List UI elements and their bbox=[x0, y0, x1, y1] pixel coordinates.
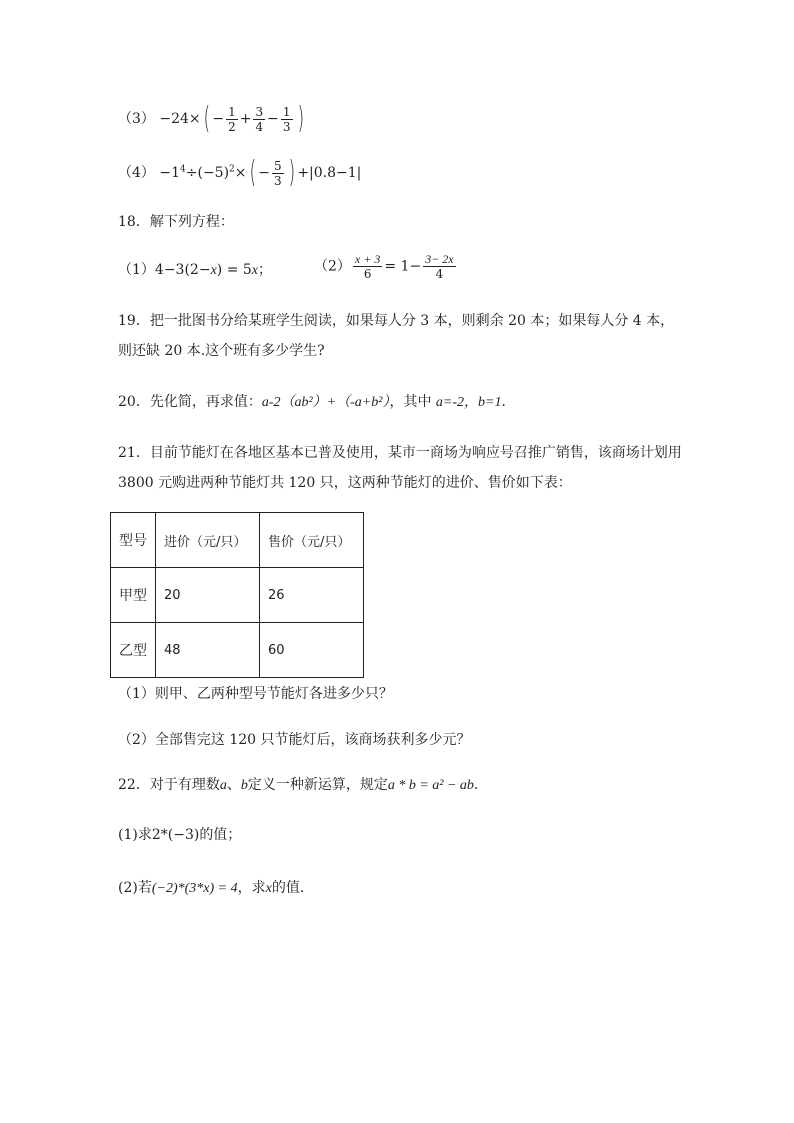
q17-part3-lead: −24× bbox=[159, 111, 201, 127]
q22-sub2-text-c: 的值． bbox=[271, 880, 314, 896]
table-cell: 甲型 bbox=[111, 568, 156, 623]
fraction-numerator: x + 3 bbox=[354, 252, 381, 266]
fraction-numerator: 1 bbox=[282, 104, 291, 119]
q20 bbox=[118, 392, 515, 413]
fraction-denominator: 4 bbox=[255, 119, 264, 134]
q22-text-b: 定义一种新运算，规定 bbox=[247, 777, 388, 793]
q21-sub2: （2）全部售完这 120 只节能灯后，该商场获利多少元？ bbox=[118, 732, 471, 748]
fraction-denominator: 3 bbox=[273, 173, 282, 188]
minus-sign: − bbox=[258, 165, 270, 181]
q22-sub2-text: (2)若 bbox=[118, 880, 152, 896]
q17-part4-tail: +|0.8−1| bbox=[297, 165, 362, 181]
table-header-cell: 进价（元/只） bbox=[156, 513, 260, 568]
q22-sub2-text-b: ，求 bbox=[237, 880, 266, 896]
q18-title: 18．解下列方程： bbox=[118, 214, 234, 230]
q21-line2: 3800 元购进两种节能灯共 120 只，这两种节能灯的进价、售价如下表： bbox=[118, 475, 572, 491]
fraction-numerator: 3− 2x bbox=[425, 252, 454, 266]
q20-expression: a-2（ab²）+（-a+b²） bbox=[261, 395, 390, 410]
right-paren: ) bbox=[288, 155, 295, 190]
q18-part2-label: （2） bbox=[314, 258, 351, 275]
q22-rule: a * b = a² − ab bbox=[387, 778, 474, 793]
left-paren: ( bbox=[203, 101, 210, 136]
table-row bbox=[111, 623, 364, 678]
q18-part1-end: ； bbox=[258, 262, 273, 278]
variable-x: x bbox=[265, 881, 272, 896]
fraction-3 bbox=[281, 105, 293, 134]
q22-sep: 、 bbox=[226, 777, 241, 793]
fraction-2 bbox=[253, 105, 265, 134]
q18-part1-eq2: ) = 5 bbox=[216, 262, 252, 278]
exponent: 2 bbox=[229, 164, 235, 175]
table-row bbox=[111, 568, 364, 623]
minus-sign: − bbox=[267, 111, 279, 127]
q22 bbox=[118, 775, 488, 796]
minus-sign: − bbox=[212, 111, 225, 127]
q18-part2-mid: = 1− bbox=[384, 258, 422, 275]
q18-part1-label: （1） bbox=[118, 262, 155, 278]
fraction-denominator: 4 bbox=[435, 267, 444, 281]
fraction-denominator: 2 bbox=[228, 119, 236, 134]
variable-x: x bbox=[251, 263, 259, 278]
q22-end: ． bbox=[473, 777, 488, 793]
q20-text: 20．先化简，再求值： bbox=[118, 394, 262, 410]
table-cell: 60 bbox=[260, 623, 364, 678]
variable-x: x bbox=[210, 263, 217, 278]
fraction-numerator: 5 bbox=[273, 158, 282, 173]
q22-sub2-expr: (−2)*(3*x) = 4 bbox=[151, 881, 238, 896]
q19-line2: 则还缺 20 本.这个班有多少学生? bbox=[118, 343, 325, 359]
q21-sub1: （1）则甲、乙两种型号节能灯各进多少只？ bbox=[118, 686, 393, 702]
q17-part4-lead: −1 bbox=[159, 165, 181, 181]
q22-sub1-expr: 2*(−3) bbox=[151, 827, 200, 843]
fraction-1 bbox=[226, 105, 238, 134]
fraction-numerator: 1 bbox=[228, 104, 236, 119]
fraction-right bbox=[423, 252, 455, 281]
fraction-numerator: 3 bbox=[255, 104, 264, 119]
q20-condition: a=-2，b=1 bbox=[435, 395, 502, 410]
fraction bbox=[272, 159, 284, 188]
fraction-denominator: 3 bbox=[282, 119, 291, 134]
fraction-denominator: 6 bbox=[363, 267, 372, 281]
q17-part4 bbox=[118, 155, 362, 190]
right-paren: ) bbox=[297, 101, 304, 136]
q22-sub1-text: (1)求 bbox=[118, 827, 152, 843]
table-header-cell: 型号 bbox=[111, 513, 156, 568]
fraction-left bbox=[353, 252, 382, 281]
q22-text: 22．对于有理数 bbox=[118, 777, 220, 793]
q20-text-b: ，其中 bbox=[389, 394, 436, 410]
left-paren: ( bbox=[249, 155, 256, 190]
q17-part3-label: （3） bbox=[118, 111, 155, 127]
q21-line1: 21．目前节能灯在各地区基本已普及使用，某市一商场为响应号召推广销售，该商场计划用 bbox=[118, 445, 682, 461]
table-cell: 乙型 bbox=[111, 623, 156, 678]
variable-a: a bbox=[219, 778, 227, 793]
table-header-row bbox=[111, 513, 364, 568]
q22-sub2 bbox=[118, 878, 314, 899]
q22-sub1-text-b: 的值； bbox=[199, 827, 242, 843]
q22-sub1 bbox=[118, 825, 241, 845]
table-header-cell: 售价（元/只） bbox=[260, 513, 364, 568]
variable-b: b bbox=[240, 778, 248, 793]
table-cell: 26 bbox=[260, 568, 364, 623]
q18-part1 bbox=[118, 260, 272, 281]
q17-part4-mid: ÷(−5) bbox=[185, 165, 230, 181]
table-cell: 48 bbox=[156, 623, 260, 678]
q20-end: ． bbox=[501, 394, 516, 410]
q19-line1: 19．把一批图书分给某班学生阅读，如果每人分 3 本，则剩余 20 本；如果每人分 4 本， bbox=[118, 313, 675, 329]
q18-part1-eq: 4−3(2− bbox=[154, 262, 211, 278]
q17-part3 bbox=[118, 101, 306, 136]
q18-part2 bbox=[314, 252, 458, 281]
times-sign: × bbox=[234, 165, 247, 181]
table-cell: 20 bbox=[156, 568, 260, 623]
plus-sign: + bbox=[239, 111, 252, 127]
price-table bbox=[110, 512, 364, 678]
exponent: 4 bbox=[180, 164, 186, 175]
q17-part4-label: （4） bbox=[118, 165, 155, 181]
